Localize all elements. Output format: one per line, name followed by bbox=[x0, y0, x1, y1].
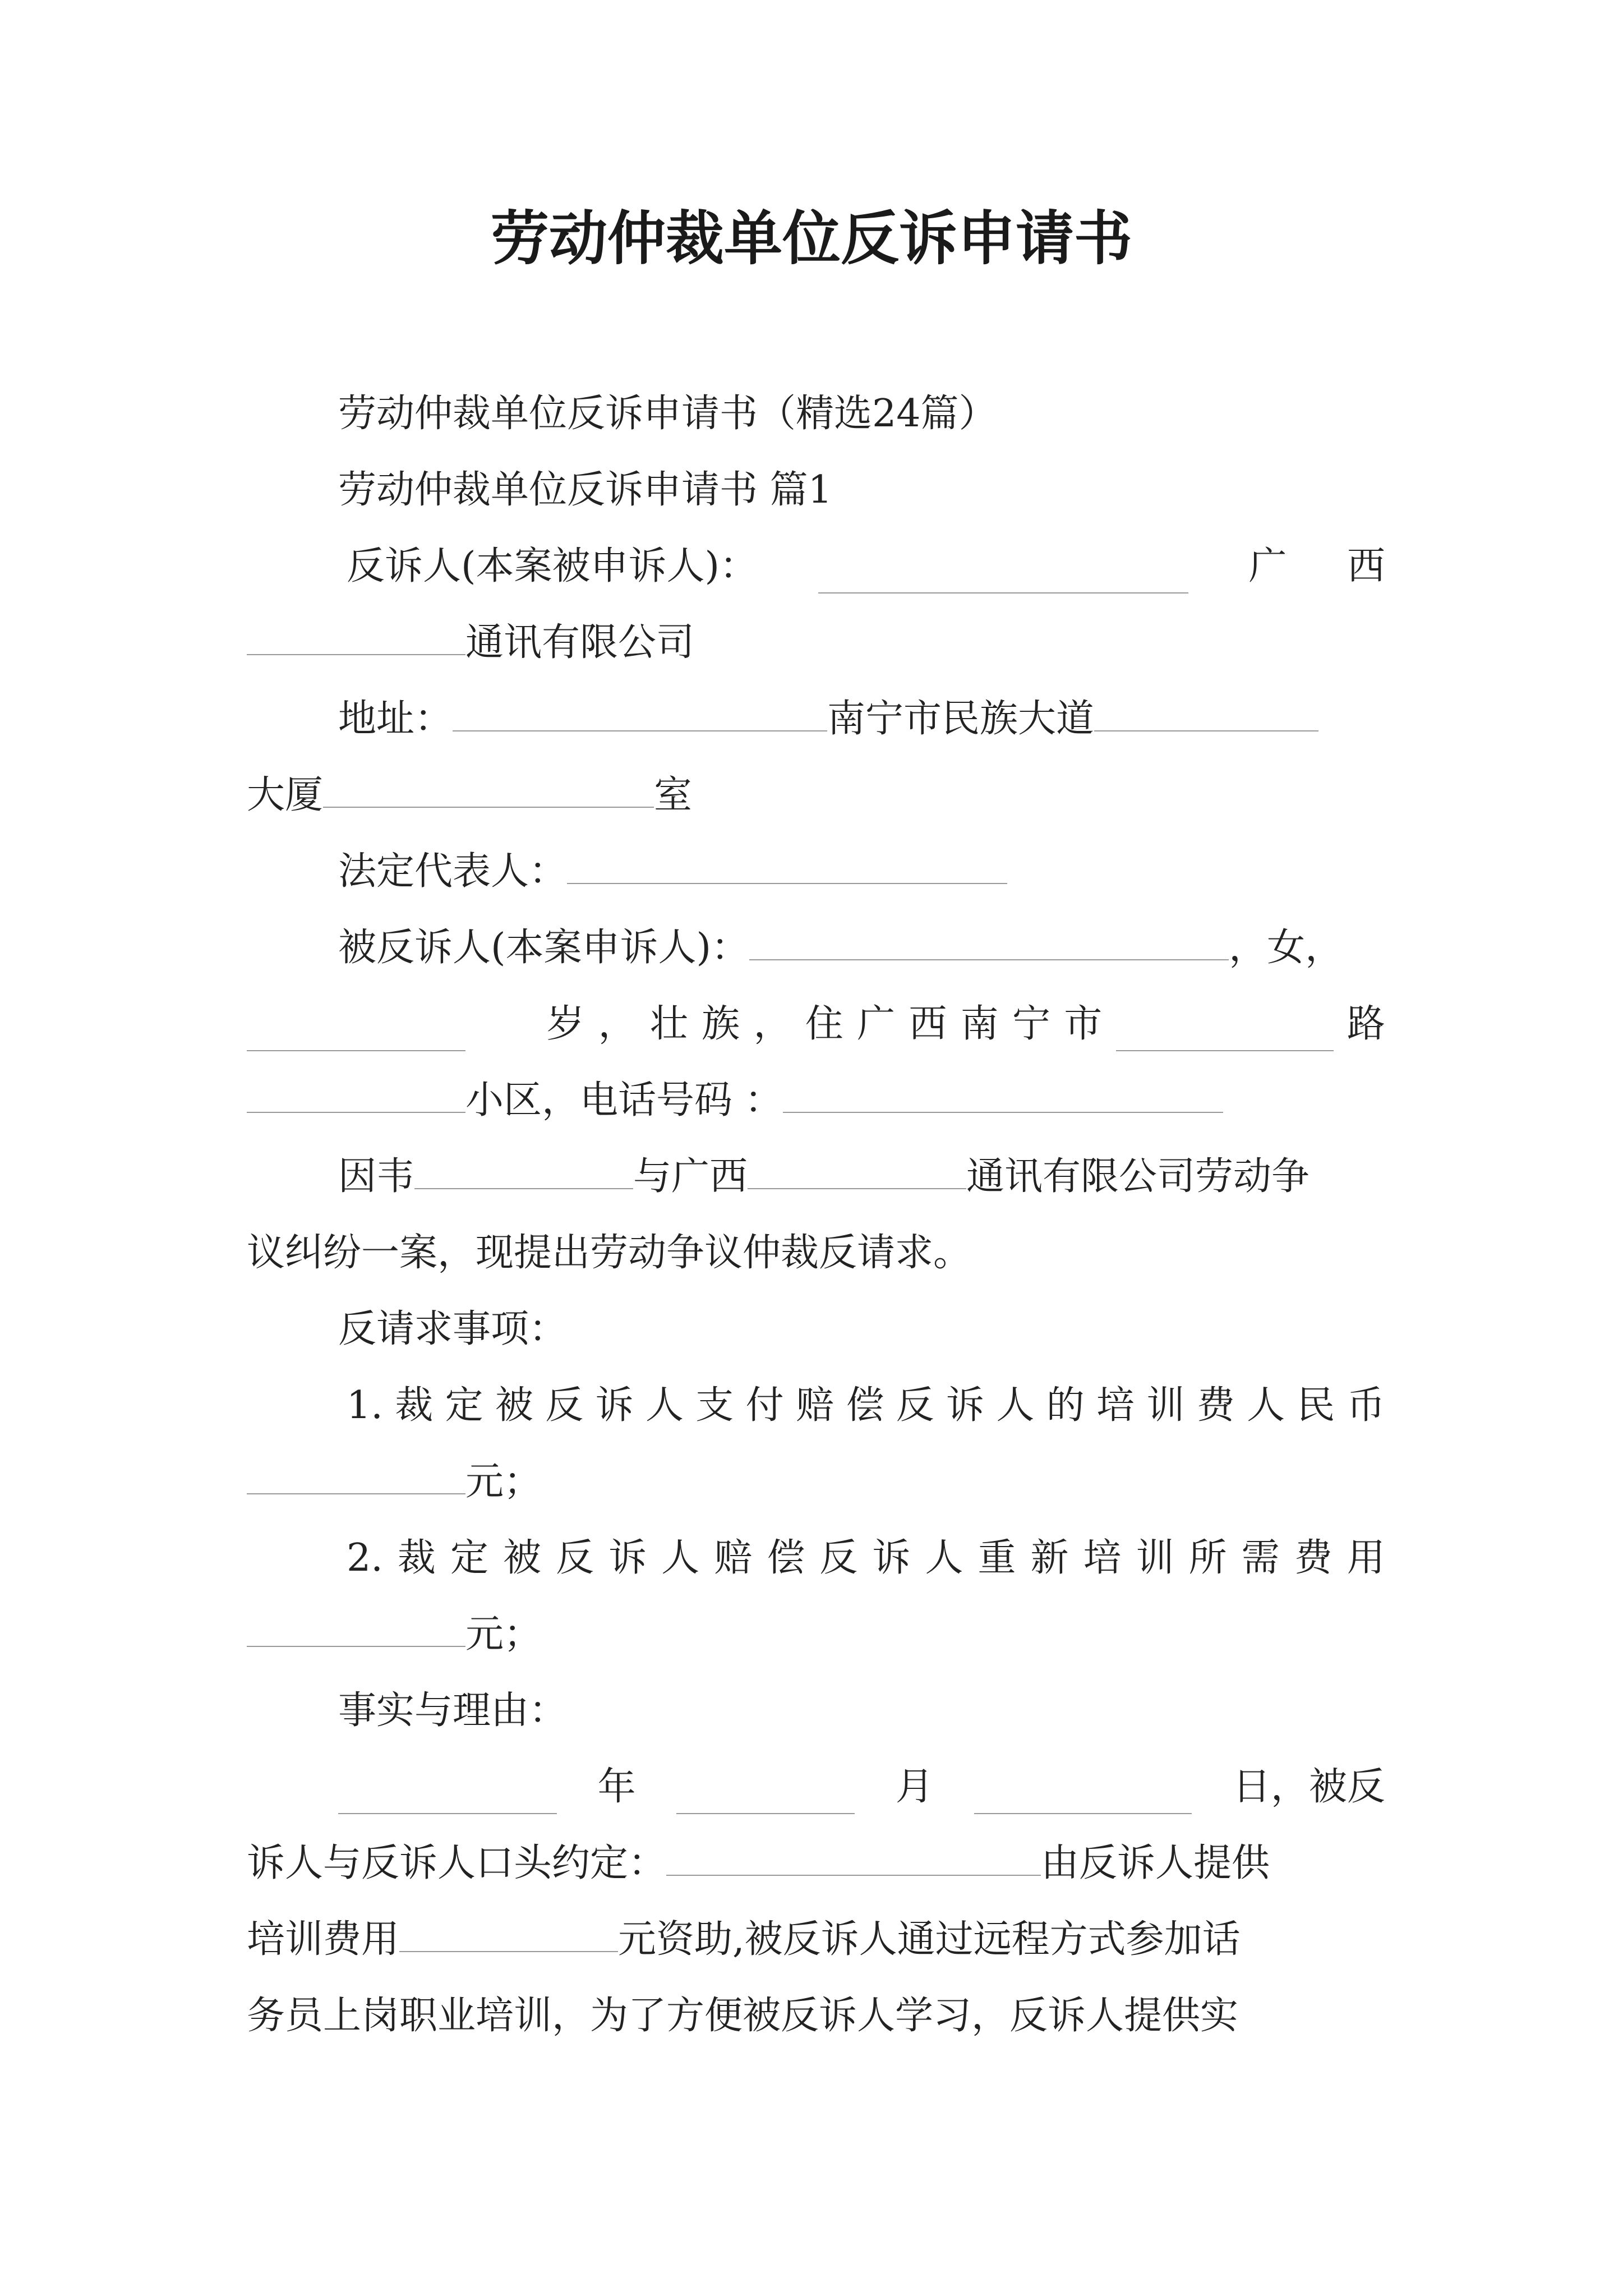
claim-1-amount-line bbox=[247, 1455, 542, 1509]
address-building-line bbox=[247, 769, 692, 822]
text-char: 所 bbox=[1188, 1536, 1227, 1580]
text-char: 被 bbox=[503, 1536, 542, 1580]
text-char: 市 bbox=[1064, 1002, 1103, 1046]
community-phone-label: 小区，电话号码 ： bbox=[465, 1078, 783, 1122]
text-char: 费 bbox=[1196, 1383, 1235, 1428]
facts-line-2 bbox=[247, 1837, 1270, 1890]
blank-field bbox=[338, 1776, 557, 1814]
address-label: 地址： bbox=[338, 697, 453, 741]
text-char: 的 bbox=[1046, 1383, 1085, 1428]
dispute-line-2: 议纠纷一案，现提出劳动争议仲裁反请求。 bbox=[247, 1231, 972, 1275]
text-char: 赔 bbox=[714, 1536, 753, 1580]
text-char: 定 bbox=[450, 1536, 488, 1580]
text-char: 赔 bbox=[795, 1383, 834, 1428]
text-char: ， bbox=[753, 1002, 792, 1046]
facts-line-3 bbox=[247, 1913, 1241, 1967]
respondent-label: 被反诉人(本案申诉人)： bbox=[338, 926, 750, 970]
address-room: 室 bbox=[654, 773, 693, 817]
text-char: 付 bbox=[745, 1383, 784, 1428]
counterclaimant-line bbox=[347, 540, 1385, 593]
blank-field bbox=[748, 1151, 966, 1189]
text-char: 用 bbox=[1347, 1536, 1385, 1580]
claim-2-amount-line bbox=[247, 1608, 542, 1662]
text-char: 被 bbox=[495, 1383, 533, 1428]
blank-field bbox=[783, 1075, 1223, 1113]
respondent-line bbox=[338, 921, 1343, 975]
claim-number: 2. bbox=[347, 1536, 383, 1580]
text-char: 诉 bbox=[946, 1383, 985, 1428]
claim-2-line bbox=[347, 1531, 1385, 1585]
text-char: 人 bbox=[1247, 1383, 1285, 1428]
address-road: 南宁市民族大道 bbox=[827, 697, 1095, 741]
facts-text: 由反诉人提供 bbox=[1041, 1841, 1270, 1885]
respondent-gender: ，女， bbox=[1229, 926, 1344, 970]
text-char: 裁 bbox=[395, 1383, 434, 1428]
text-char: 西 bbox=[909, 1002, 947, 1046]
text-char: 重 bbox=[978, 1536, 1016, 1580]
blank-field bbox=[1094, 693, 1318, 731]
blank-field bbox=[247, 1456, 465, 1494]
text-char: 币 bbox=[1347, 1383, 1385, 1428]
address-building: 大厦 bbox=[247, 773, 324, 817]
text-char: 路 bbox=[1347, 1002, 1385, 1046]
text-char: 费 bbox=[1294, 1536, 1332, 1580]
text-char: 人 bbox=[645, 1383, 684, 1428]
text-char: 广 bbox=[1248, 544, 1287, 588]
respondent-age-line bbox=[247, 997, 1385, 1051]
text-char: 人 bbox=[661, 1536, 700, 1580]
facts-text: 培训费用 bbox=[247, 1917, 400, 1962]
blank-field bbox=[453, 693, 827, 731]
day-label: 日，被反 bbox=[1232, 1765, 1385, 1809]
text-char: 南 bbox=[960, 1002, 999, 1046]
text-char: 诉 bbox=[872, 1536, 911, 1580]
text-char: 训 bbox=[1146, 1383, 1185, 1428]
text-char: 反 bbox=[819, 1536, 858, 1580]
text-char: ， bbox=[598, 1002, 637, 1046]
blank-field bbox=[323, 770, 654, 808]
claim-1-line bbox=[347, 1379, 1385, 1433]
month-label: 月 bbox=[895, 1765, 934, 1809]
address-line bbox=[338, 692, 1318, 746]
yuan-text: 元； bbox=[465, 1460, 542, 1504]
legal-representative-line bbox=[338, 845, 1007, 899]
text-char: 反 bbox=[896, 1383, 934, 1428]
claims-heading: 反请求事项： bbox=[338, 1307, 568, 1351]
facts-text: 诉人与反诉人口头约定： bbox=[247, 1841, 667, 1885]
dispute-yu: 与广西 bbox=[633, 1154, 748, 1199]
facts-text: 元资助,被反诉人通过远程方式参加话 bbox=[618, 1917, 1241, 1962]
claim-number: 1. bbox=[347, 1383, 383, 1428]
blank-field bbox=[247, 1609, 465, 1647]
text-char: 人 bbox=[996, 1383, 1035, 1428]
text-char: 西 bbox=[1347, 544, 1385, 588]
blank-field bbox=[567, 846, 1007, 884]
facts-heading: 事实与理由： bbox=[338, 1688, 568, 1733]
text-char: 反 bbox=[545, 1383, 584, 1428]
text-char: 新 bbox=[1030, 1536, 1069, 1580]
text-char: 定 bbox=[445, 1383, 483, 1428]
text-char: 壮 bbox=[649, 1002, 688, 1046]
year-label: 年 bbox=[597, 1765, 636, 1809]
text-char: 支 bbox=[695, 1383, 734, 1428]
section-heading: 劳动仲裁单位反诉申请书 篇1 bbox=[338, 468, 832, 512]
text-char: 培 bbox=[1096, 1383, 1135, 1428]
text-char: 广 bbox=[857, 1002, 896, 1046]
blank-field bbox=[676, 1776, 855, 1814]
text-char: 偿 bbox=[846, 1383, 884, 1428]
dispute-company: 通讯有限公司劳动争 bbox=[966, 1154, 1310, 1199]
text-char: 训 bbox=[1136, 1536, 1174, 1580]
text-char: 宁 bbox=[1012, 1002, 1050, 1046]
yuan-text: 元； bbox=[465, 1612, 542, 1657]
text-char: 培 bbox=[1083, 1536, 1122, 1580]
text-char: 住 bbox=[805, 1002, 843, 1046]
text-char: 需 bbox=[1241, 1536, 1280, 1580]
text-char: 诉 bbox=[595, 1383, 634, 1428]
blank-field bbox=[818, 555, 1188, 593]
text-char: 反 bbox=[556, 1536, 594, 1580]
company-name: 通讯有限公司 bbox=[465, 620, 695, 665]
blank-field bbox=[974, 1776, 1192, 1814]
blank-field bbox=[1116, 1013, 1334, 1051]
document-title: 劳动仲裁单位反诉申请书 bbox=[490, 204, 1132, 273]
respondent-phone-line bbox=[247, 1074, 1223, 1128]
blank-field bbox=[414, 1151, 633, 1189]
blank-field bbox=[247, 1075, 465, 1113]
legal-rep-label: 法定代表人： bbox=[338, 849, 568, 894]
text-char: 岁 bbox=[546, 1002, 585, 1046]
counterclaimant-label: 反诉人(本案被申诉人)： bbox=[347, 544, 758, 588]
text-char: 人 bbox=[925, 1536, 963, 1580]
facts-line-4: 务员上岗职业培训，为了方便被反诉人学习，反诉人提供实 bbox=[247, 1994, 1239, 2038]
text-char: 民 bbox=[1297, 1383, 1335, 1428]
dispute-line bbox=[338, 1150, 1310, 1204]
dispute-wei: 因韦 bbox=[338, 1154, 415, 1199]
counterclaimant-company-line bbox=[247, 616, 694, 670]
blank-field bbox=[749, 922, 1229, 960]
text-char: 裁 bbox=[397, 1536, 436, 1580]
blank-field bbox=[247, 617, 465, 655]
blank-field bbox=[247, 1013, 465, 1051]
facts-date-line bbox=[338, 1760, 1385, 1814]
subtitle: 劳动仲裁单位反诉申请书（精选24篇） bbox=[338, 392, 997, 436]
text-char: 偿 bbox=[767, 1536, 805, 1580]
text-char: 诉 bbox=[608, 1536, 647, 1580]
blank-field bbox=[399, 1914, 618, 1952]
blank-field bbox=[666, 1838, 1041, 1876]
text-char: 族 bbox=[702, 1002, 740, 1046]
